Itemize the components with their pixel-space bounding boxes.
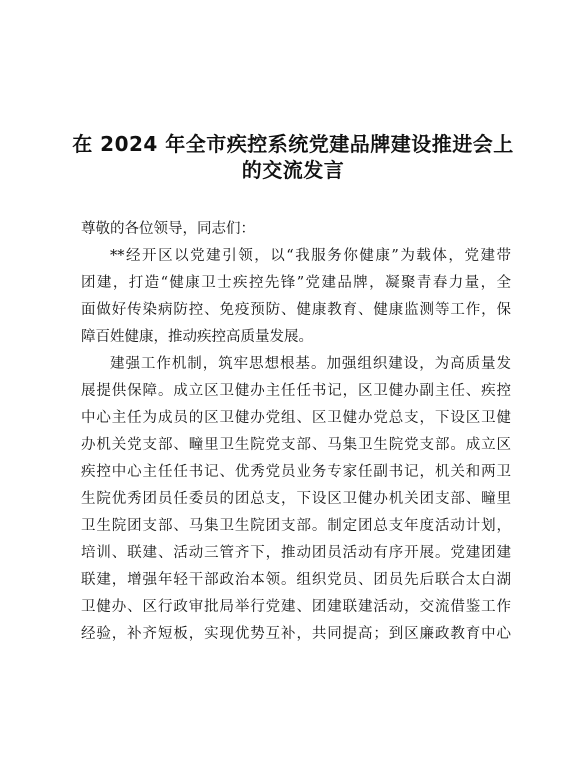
paragraph-2-line: 办机关党支部、疃里卫生院党支部、马集卫生院党支部。成立区 [81, 437, 511, 453]
document-title [60, 131, 526, 183]
document-body [81, 216, 511, 648]
title-line-2: 的交流发言 [241, 158, 345, 182]
paragraph-2-line: 卫生院团支部、马集卫生院团支部。制定团总支年度活动计划， [81, 518, 511, 534]
title-line-1: 在 2024 年全市疾控系统党建品牌建设推进会上 [72, 132, 514, 156]
paragraph-2-line: 建强工作机制，筑牢思想根基。加强组织建设，为高质量发 [110, 356, 511, 372]
paragraph-2-line: 中心主任为成员的区卫健办党组、区卫健办党总支，下设区卫健 [81, 410, 511, 426]
paragraph-1-line: 障百姓健康，推动疾控高质量发展。 [81, 329, 313, 345]
salutation: 尊敬的各位领导，同志们： [81, 221, 255, 237]
paragraph-2-line: 联建，增强年轻干部政治本领。组织党员、团员先后联合太白湖 [81, 572, 511, 588]
paragraph-1-line: 面做好传染病防控、免疫预防、健康教育、健康监测等工作，保 [81, 302, 511, 318]
paragraph-2-line: 展提供保障。成立区卫健办主任任书记，区卫健办副主任、疾控 [81, 383, 511, 399]
paragraph-1-line: **经开区以党建引领，以“我服务你健康”为载体，党建带 [110, 248, 511, 264]
paragraph-2-line: 卫健办、区行政审批局举行党建、团建联建活动，交流借鉴工作 [81, 599, 511, 615]
paragraph-2-line: 生院优秀团员任委员的团总支，下设区卫健办机关团支部、疃里 [81, 491, 511, 507]
paragraph-2-line: 培训、联建、活动三管齐下，推动团员活动有序开展。党建团建 [81, 545, 511, 561]
paragraph-2-line: 疾控中心主任任书记、优秀党员业务专家任副书记，机关和两卫 [81, 464, 511, 480]
paragraph-1-line: 团建，打造“健康卫士疾控先锋”党建品牌，凝聚青春力量，全 [81, 275, 511, 291]
paragraph-2-line: 经验，补齐短板，实现优势互补，共同提高；到区廉政教育中心 [81, 626, 511, 642]
